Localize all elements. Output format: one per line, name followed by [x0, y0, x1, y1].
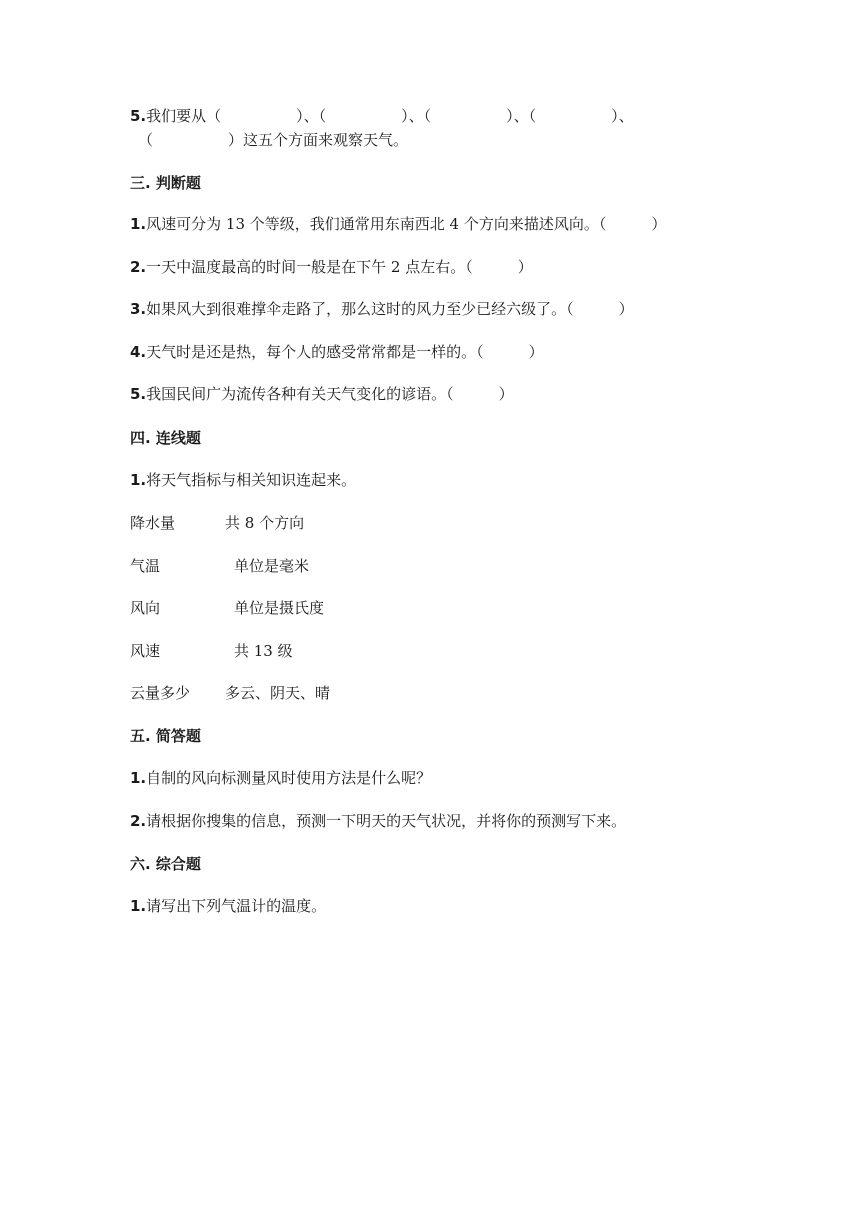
question-text: （ ）这五个方面来观察天气。 — [138, 131, 409, 149]
question-text: 如果风大到很难撑伞走路了，那么这时的风力至少已经六级了。（ ） — [146, 300, 634, 318]
matching-right-item: 单位是毫米 — [234, 557, 310, 575]
question-number: 1. — [130, 769, 147, 787]
question-number: 1. — [130, 215, 147, 233]
matching-left-item: 气温 — [130, 557, 161, 575]
question-number: 2. — [130, 812, 147, 830]
section-3-title: 三. 判断题 — [130, 174, 201, 192]
matching-left-item: 云量多少 — [130, 684, 191, 702]
question-text: 将天气指标与相关知识连起来。 — [146, 471, 357, 489]
matching-right-item: 共 8 个方向 — [225, 514, 305, 532]
question-number: 5. — [130, 107, 147, 125]
matching-right-item: 单位是摄氏度 — [234, 599, 325, 617]
question-text: 自制的风向标测量风时使用方法是什么呢？ — [146, 769, 432, 787]
section-5-title: 五. 简答题 — [130, 727, 201, 745]
matching-right-item: 共 13 级 — [234, 642, 293, 660]
matching-left-item: 风向 — [130, 599, 161, 617]
matching-question-1 — [130, 470, 356, 490]
question-number: 1. — [130, 897, 147, 915]
question-text: 我国民间广为流传各种有关天气变化的谚语。（ ） — [146, 385, 514, 403]
judge-question-4 — [130, 342, 544, 362]
matching-left-item: 风速 — [130, 642, 161, 660]
section-4-title: 四. 连线题 — [130, 429, 201, 447]
judge-question-3 — [130, 299, 634, 319]
question-number: 3. — [130, 300, 147, 318]
matching-right-item: 多云、阴天、晴 — [225, 684, 331, 702]
matching-left-item: 降水量 — [130, 514, 176, 532]
short-answer-question-2 — [130, 811, 626, 831]
question-text: 请根据你搜集的信息，预测一下明天的天气状况，并将你的预测写下来。 — [146, 812, 627, 830]
question-number: 1. — [130, 471, 147, 489]
section-6-title: 六. 综合题 — [130, 855, 201, 873]
short-answer-question-1 — [130, 768, 431, 788]
fill-in-question-5-line1 — [130, 106, 634, 126]
question-number: 5. — [130, 385, 147, 403]
judge-question-1 — [130, 214, 666, 234]
question-text: 天气时是还是热，每个人的感受常常都是一样的。（ ） — [146, 343, 544, 361]
question-number: 2. — [130, 258, 147, 276]
question-text: 风速可分为 13 个等级，我们通常用东南西北 4 个方向来描述风向。（ ） — [146, 215, 667, 233]
question-text: 一天中温度最高的时间一般是在下午 2 点左右。（ ） — [146, 258, 533, 276]
question-text: 请写出下列气温计的温度。 — [146, 897, 327, 915]
question-text: 我们要从（ ）、（ ）、（ ）、（ ）、 — [146, 107, 634, 125]
judge-question-5 — [130, 384, 514, 404]
comprehensive-question-1 — [130, 896, 326, 916]
judge-question-2 — [130, 257, 533, 277]
fill-in-question-5-line2 — [138, 130, 408, 150]
question-number: 4. — [130, 343, 147, 361]
